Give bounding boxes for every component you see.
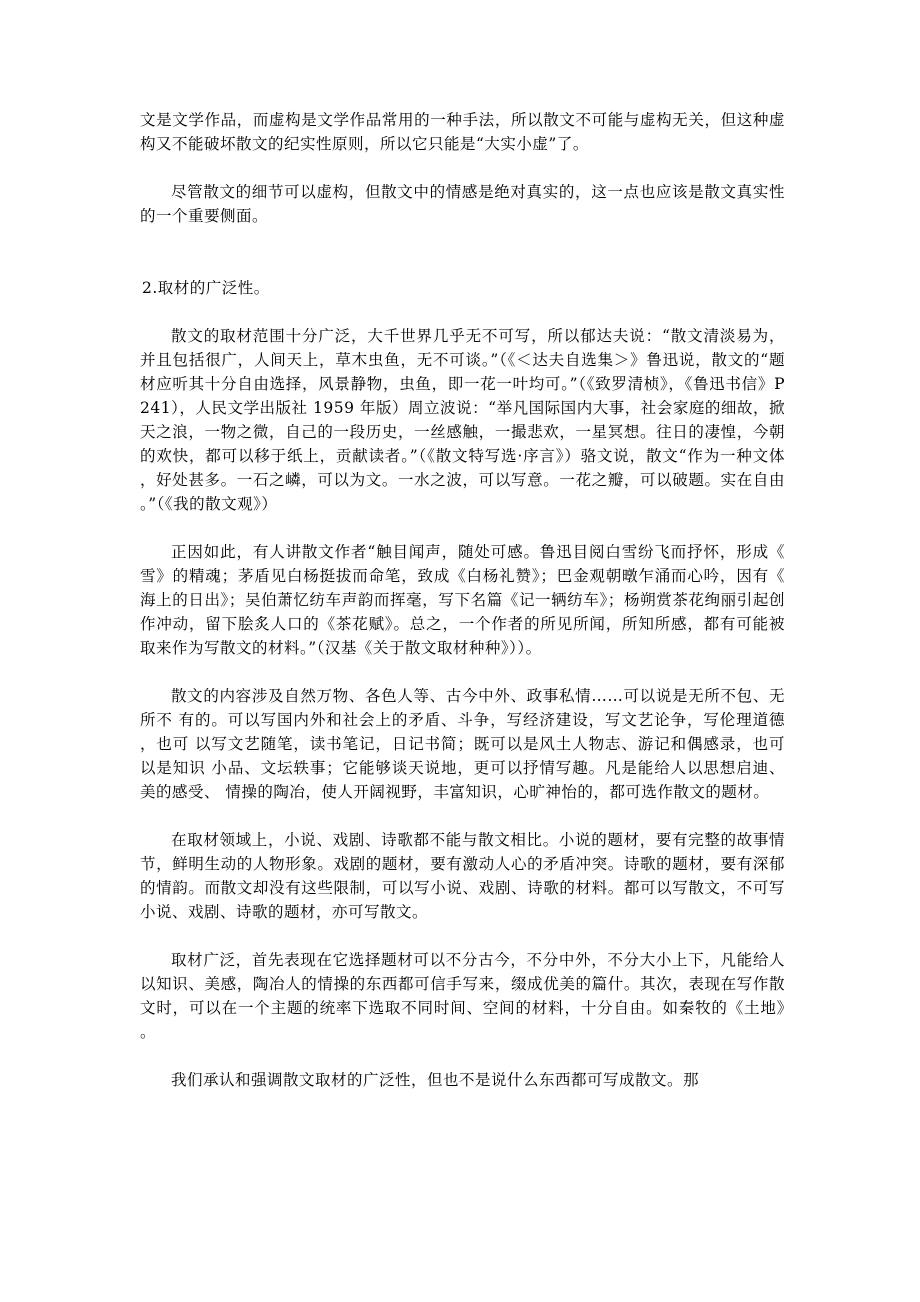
paragraph-limits-start: 我们承认和强调散文取材的广泛性，但也不是说什么东西都可写成散文。那 [171, 1071, 700, 1089]
paragraph-authors-examples: 正因如此，有人讲散文作者“触目闻声，随处可感。鲁迅目阅白雪纷飞而抒怀，形成《雪》的精魂；茅盾见白杨挺拔而命笔，致成《白杨礼赞》；巴金观朝暾乍涌而心吟，因有《海上的日出》；吴伯萧忆纺车声韵而挥毫，写下名篇《记一辆纺车》；杨朔赏茶花绚丽引起创作冲动，留下脍炙人口的《茶花赋》。总之，一个作者的所见所闻，所知所感，都有可能被取来作为写散文的材料。”（汉基《关于散文取材种种》））。 [140, 543, 785, 657]
paragraph-fiction-continuation: 文是文学作品，而虚构是文学作品常用的一种手法，所以散文不可能与虚构无关，但这种虚构又不能破坏散文的纪实性原则，所以它只能是“大实小虚”了。 [140, 111, 785, 153]
paragraph-genre-comparison: 在取材领域上，小说、戏剧、诗歌都不能与散文相比。小说的题材，要有完整的故事情节，鲜明生动的人物形象。戏剧的题材，要有激动人心的矛盾冲突。诗歌的题材，要有深郁的情韵。而散文却没有这些限制，可以写小说、戏剧、诗歌的材料。都可以写散文，不可写小说、戏剧、诗歌的题材，亦可写散文。 [140, 831, 785, 921]
paragraph-breadth-explained: 取材广泛，首先表现在它选择题材可以不分古今，不分中外，不分大小上下，凡能给人以知识、美感，陶冶人的情操的东西都可信手写来，缀成优美的篇什。其次，表现在写作散文时，可以在一个主题的统率下选取不同时间、空间的材料，十分自由。如秦牧的《土地》。 [140, 951, 785, 1041]
paragraph-scope-quotes: 散文的取材范围十分广泛，大千世界几乎无不可写，所以郁达夫说：“散文清淡易为，并且包括很广，人间天上，草木虫鱼，无不可谈。”（《＜达夫自选集＞》鲁迅说，散文的“题材应听其十分自由选择，风景静物，虫鱼，即一花一叶均可。”（《致罗清桢》，《鲁迅书信》P241），人民文学出版社 1959 年版）周立波说：“举凡国际国内大事，社会家庭的细故，掀天之浪，一物之微，自己的一段历史，一丝感触，一撮悲欢，一星冥想。往日的凄惶，今朝的欢快，都可以移于纸上，贡献读者。”（《散文特写选·序言》）骆文说，散文“作为一种文体，好处甚多。一石之嶙，可以为文。一水之波，可以写意。一花之瓣，可以破题。实在自由。”（《我的散文观》） [140, 327, 785, 513]
document-page [140, 108, 785, 1092]
paragraph-emotional-truth: 尽管散文的细节可以虚构，但散文中的情感是绝对真实的，这一点也应该是散文真实性的一个重要侧面。 [140, 183, 785, 225]
paragraph-content-range: 散文的内容涉及自然万物、各色人等、古今中外、政事私情……可以说是无所不包、无所不 有的。可以写国内外和社会上的矛盾、斗争，写经济建设，写文艺论争，写伦理道德，也可 以写文艺随笔，读书笔记，日记书简；既可以是风土人物志、游记和偶感录，也可以是知识 小品、文坛轶事；它能够谈天说地，更可以抒情写趣。凡是能给人以思想启迪、美的感受、 情操的陶冶，使人开阔视野，丰富知识，心旷神怡的，都可选作散文的题材。 [140, 687, 785, 801]
section-heading: 2.取材的广泛性。 [142, 279, 270, 297]
